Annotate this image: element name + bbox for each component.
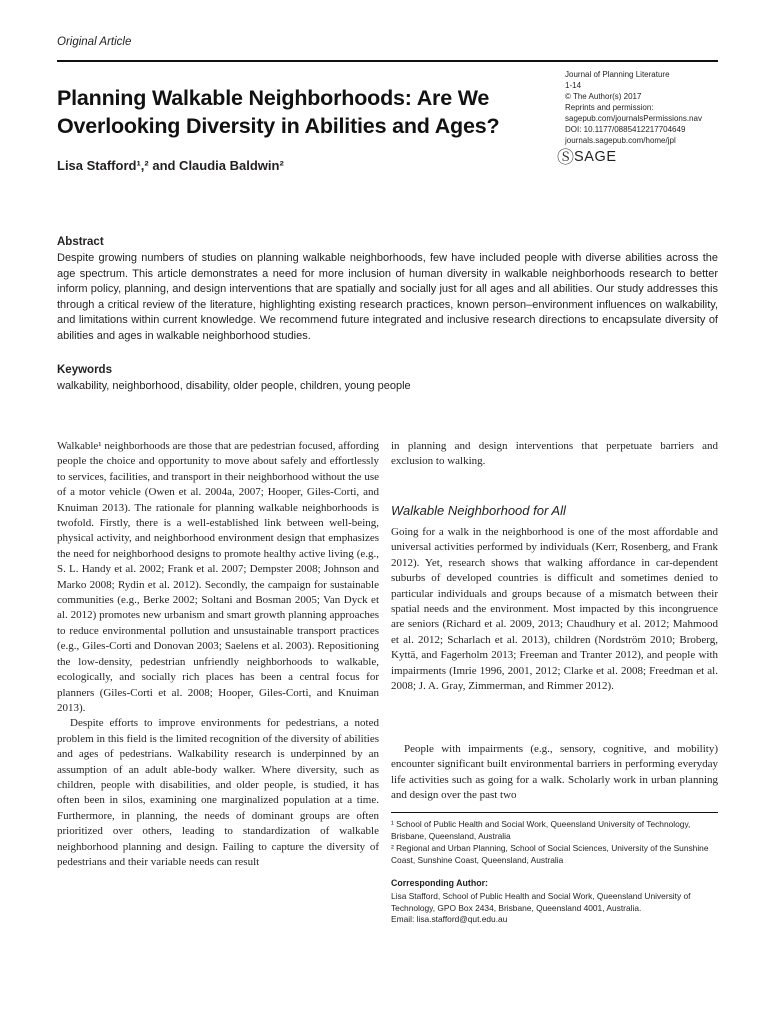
- footnote-block: [391, 812, 718, 926]
- title-line-2: Overlooking Diversity in Abilities and Ages?: [57, 114, 500, 138]
- copyright-line: © The Author(s) 2017: [565, 92, 642, 101]
- sage-logo-icon: Ⓢ: [557, 148, 574, 167]
- header-rule: [57, 60, 718, 62]
- corresponding-author-text: Lisa Stafford, School of Public Health and Social Work, Queensland University of Technology, GPO Box 2434, Brisbane, Queensland 4001, Australia.: [391, 890, 691, 913]
- article-type-label: Original Article: [57, 36, 132, 48]
- title-line-1: Planning Walkable Neighborhoods: Are We: [57, 86, 490, 110]
- body-column-left: [57, 439, 379, 870]
- corresponding-author-block: [391, 878, 718, 925]
- journal-name: Journal of Planning Literature: [565, 70, 670, 79]
- body-paragraph: Going for a walk in the neighborhood is one of the most affordable and universal activities performed by individuals (Kerr, Rosenberg, and Frank 2012). Yet, research shows that walking affordance in car-dependent suburbs of developed countries is difficult and sometimes denied to particular individuals and groups because of a mismatch between their spatial needs and the environment. Most impacted by this incongruence are seniors (Richard et al. 2009, 2013; Chaudhury et al. 2012; Mahmood et al. 2012; Scharlach et al. 2013), children (Nordström 2010; Broberg, Kyttä, and Fagerholm 2013; Freeman and Tranter 2012), and people with impairments (Imrie 1996, 2001, 2012; Clarke et al. 2008; Freedman et al. 2008; J. A. Gray, Zimmerman, and Rimmer 2012).: [391, 526, 718, 693]
- page-title: [57, 84, 577, 140]
- sage-logo-text: SAGE: [574, 149, 617, 165]
- affiliation-2: ² Regional and Urban Planning, School of Social Sciences, University of the Sunshine Coast, Sunshine Coast, Queensland, Australia: [391, 843, 709, 865]
- body-paragraph: Despite efforts to improve environments for pedestrians, a noted problem in this field is the limited recognition of the diversity of abilities and ages of pedestrians. Walkability research is underpinned by an assumption of an adult able-body walker. Where diversity, such as children, people with disabilities, and older people, is studied, it has often been in silos, examining one marginalized population at a time. Furthermore, in planning, the needs of dominant groups are often prioritized over others, leading to standardization of walkable neighborhood planning and design. Failing to capture the diversity of pedestrians and their variable needs can result: [57, 717, 379, 868]
- footnote-rule: [391, 812, 718, 813]
- keywords-heading: Keywords: [57, 364, 112, 376]
- corresponding-author-heading: Corresponding Author:: [391, 878, 488, 889]
- affiliation-1: ¹ School of Public Health and Social Work, Queensland University of Technology, Brisbane, Queensland, Australia: [391, 819, 691, 841]
- abstract-text: Despite growing numbers of studies on planning walkable neighborhoods, few have included people with diverse abilities across the age spectrum. This article demonstrates a need for more inclusion of human diversity in walkable neighborhoods research to better inform policy, planning, and design interventions that are spatially and socially just for all ages and all abilities. Our study addresses this through a critical review of the literature, highlighting existing research practices, known person–environment influences on walkability, and limitations within current knowledge. We recommend future integrated and inclusive research directions to encapsulate diversity of abilities and ages in walkable neighborhood studies.: [57, 252, 718, 342]
- section-heading-walkable-neighborhood-for-all: Walkable Neighborhood for All: [391, 503, 566, 518]
- reprints-url[interactable]: sagepub.com/journalsPermissions.nav: [565, 114, 702, 123]
- email-line[interactable]: Email: lisa.stafford@qut.edu.au: [391, 914, 508, 925]
- authors-line: Lisa Stafford¹,² and Claudia Baldwin²: [57, 158, 284, 173]
- body-paragraph: in planning and design interventions that perpetuate barriers and exclusion to walking.: [391, 440, 718, 468]
- sage-publisher-logo: [557, 149, 617, 166]
- body-paragraph: Walkable¹ neighborhoods are those that are pedestrian focused, affording people the choice and opportunity to move about safely and effortlessly to services, facilities, and transport in their neighborhood without the use of a motor vehicle (Owen et al. 2004a, 2007; Hooper, Giles-Corti, and Knuiman 2013). The rationale for planning walkable neighborhoods is twofold. Firstly, there is a well-established link between well-being, physical activity, and neighborhood environment design that emphasizes the need for neighborhood designs to promote healthy active living (e.g., S. L. Handy et al. 2002; Frank et al. 2007; Dempster 2008; Johnson and Marko 2008; Rydin et al. 2012). Secondly, the campaign for sustainable communities (e.g., Berke 2002; Soltani and Bosman 2005; Van Dyck et al. 2012) promotes new urbanism and smart growth planning approaches to reduce environmental pollution and unsustainable transport practices (e.g., Giles-Corti and Donovan 2003; Saelens et al. 2003). Repositioning the low-density, pedestrian unfriendly neighborhoods to walkable, ecologically, and socially rich places has been a central focus for planners (Giles-Corti et al. 2008; Hooper, Giles-Corti, and Knuiman 2013).: [57, 440, 379, 714]
- keywords-text: walkability, neighborhood, disability, older people, children, young people: [57, 380, 411, 392]
- page-range: 1-14: [565, 81, 582, 90]
- doi-line: DOI: 10.1177/0885412217704649: [565, 125, 686, 134]
- reprints-line: Reprints and permission:: [565, 103, 654, 112]
- abstract-heading: Abstract: [57, 236, 104, 248]
- journal-url[interactable]: journals.sagepub.com/home/jpl: [565, 136, 676, 145]
- journal-meta-block: [565, 69, 735, 146]
- body-paragraph: People with impairments (e.g., sensory, cognitive, and mobility) encounter significant built environmental barriers in performing everyday life activities such as going for a walk. Scholarly work in urban planning and design over the past two: [391, 743, 718, 802]
